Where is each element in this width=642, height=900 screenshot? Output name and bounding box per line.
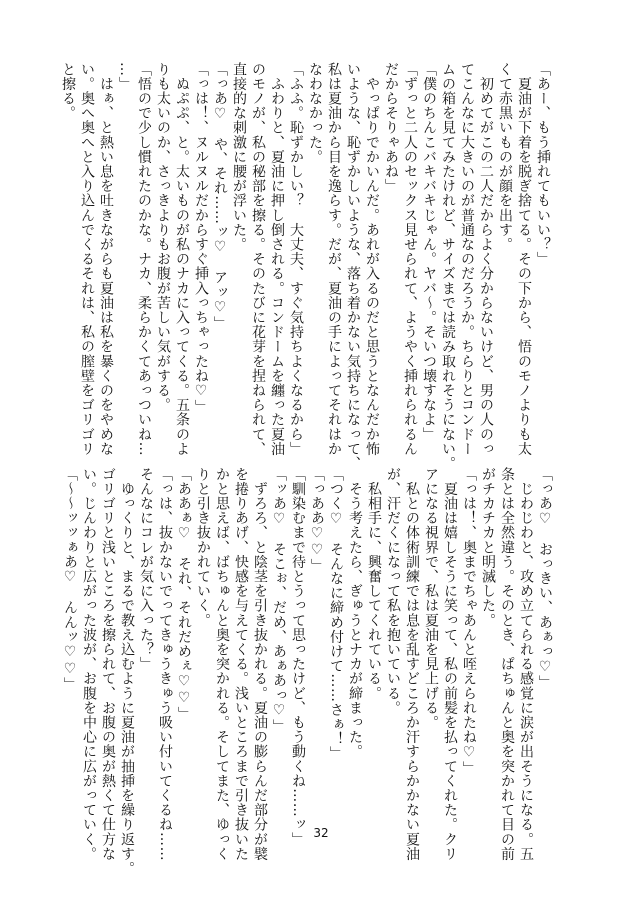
text-column: 「っは！、ヌルヌルだからすぐ挿入っちゃったね♡」 xyxy=(193,62,209,415)
text-column: じわじわと、攻め立てられる感覚に涙が出そうになる。五 xyxy=(518,467,534,862)
text-column: 「っは！、奥までちゃあんと咥えられたね♡」 xyxy=(461,467,477,776)
text-column: …」 xyxy=(117,62,133,92)
text-column: なわなかった。 xyxy=(307,62,323,165)
text-column: だからそりゃあね」 xyxy=(383,62,399,194)
text-column: そう考えたら、ぎゅうとナカが締まった。 xyxy=(347,467,363,759)
text-column: 「ずっと二人のセックス見せられて、ようやく挿れられるん xyxy=(402,62,418,457)
text-column: やっぱりでかいんだ。あれが入るのだと思うとなんだか怖 xyxy=(364,62,380,457)
text-column: ゆっくりと、まるで教え込むように夏油が抽挿を繰り返す。 xyxy=(119,467,135,876)
text-column: 「っあ♡ や、それ……ッ♡ アッ♡」 xyxy=(212,62,228,331)
text-column: 夏油が下着を脱ぎ捨てる。その下から、悟のモノよりも太 xyxy=(516,62,532,457)
text-column: が、汗だくになって私を抱いている。 xyxy=(385,467,401,716)
text-column: を捲りあげ、快感を与えてくる。浅いところまで引き抜いた xyxy=(233,467,249,862)
text-column: と擦る。 xyxy=(60,62,76,121)
text-column: ずろろ、と陰茎を引き抜かれる。夏油の膨らんだ部分が襞 xyxy=(252,467,268,862)
text-column: い。じんわりと広がった波が、お腹を中心に広がっていく。 xyxy=(81,467,97,862)
text-column: ふわりと、夏油に押し倒される。コンドームを纏った夏油 xyxy=(269,62,285,457)
text-column: 「っは、抜かないでってきゅうきゅう吸い付いてくるね…… xyxy=(157,467,173,862)
text-column: 「つく♡ そんなに締め付けて……さぁ！」 xyxy=(328,467,344,761)
page-number: 32 xyxy=(313,826,329,840)
text-column: かと思えば、ばちゅんと奥を突かれる。そしてまた、ゆっく xyxy=(214,467,230,862)
text-column: りと引き抜かれていく。 xyxy=(195,467,211,628)
text-column: アになる視界で、私は夏油を見上げる。 xyxy=(423,467,439,730)
text-column: 私は夏油から目を逸らす。だが、夏油の手によってそれはか xyxy=(326,62,342,457)
text-column: いような、恥ずかしいような、落ち着かない気持ちになって、 xyxy=(345,62,361,471)
text-column: はぁ、と熱い息を吐きながらも夏油は私を暴くのをやめな xyxy=(98,62,114,457)
text-column: 「ふふ。恥ずかしい？ 大丈夫、すぐ気持ちよくなるから」 xyxy=(288,62,304,457)
text-column: ぬぷぷ、と。太いものが私のナカに入ってくる。五条のよ xyxy=(174,62,190,457)
text-column: りも太いのか、さっきよりもお腹が苦しい気がする。 xyxy=(155,62,171,413)
text-column: 「馴染むまで待とうって思ったけど、もう動くね……ッ」 xyxy=(290,467,306,847)
text-column: 「〜〜ッッぁあ♡ んんッ♡♡」 xyxy=(62,467,78,692)
text-column: 私との体術訓練では息を乱すどころか汗すらかかない夏油 xyxy=(404,467,420,862)
text-column: 「あー、もう挿れてもいい？」 xyxy=(535,62,551,267)
text-column: 私相手に、興奮してくれている。 xyxy=(366,467,382,701)
text-column: 「悟ので少し慣れたのかな。ナカ、柔らかくてあっついね… xyxy=(136,62,152,457)
text-column: い。奥へ奥へと入り込んでくるそれは、私の膣壁をゴリゴリ xyxy=(79,62,95,457)
text-column: そんなにコレが気に入った？」 xyxy=(138,467,154,672)
text-column: ゴリゴリと浅いところを擦られて、お腹の奥が熱くて仕方な xyxy=(100,467,116,862)
text-column: ムの箱を見てみたけれど、サイズまでは読み取れそうにない。 xyxy=(440,62,456,471)
text-column: 「僕のちんこバキバキじゃん。ヤバ〜。そいつ壊すなよ」 xyxy=(421,62,437,442)
text-column: 直接的な刺激に腰が浮いた。 xyxy=(231,62,247,252)
text-column: 「っあ♡ おっきい、あぁっ♡」 xyxy=(537,467,553,690)
text-column: 「っああ♡♡」 xyxy=(309,467,325,574)
text-column: 初めてがこの二人だからよく分からないけど、男の人のっ xyxy=(478,62,494,457)
top-text-block xyxy=(60,62,552,471)
text-column: がチカチカと明滅した。 xyxy=(480,467,496,628)
text-column: くて赤黒いものが顔を出す。 xyxy=(497,62,513,252)
text-column: 「ああぁ♡ それ、それだめぇ♡♡」 xyxy=(176,467,192,722)
text-column: のモノが、私の秘部を擦る。そのたびに花芽を捏ねられて、 xyxy=(250,62,266,457)
text-column: 夏油は嬉しそうに笑って、私の前髪を払ってくれた。クリ xyxy=(442,467,458,862)
text-column: 「ッあ♡ そこぉ、だめ、あぁあっ♡」 xyxy=(271,467,287,734)
text-column: 条とは全然違う。そのとき、ぱちゅんと奥を突かれて目の前 xyxy=(499,467,515,862)
text-column: てこんなに大きいのが普通なのだろうか。ちらりとコンドー xyxy=(459,62,475,457)
